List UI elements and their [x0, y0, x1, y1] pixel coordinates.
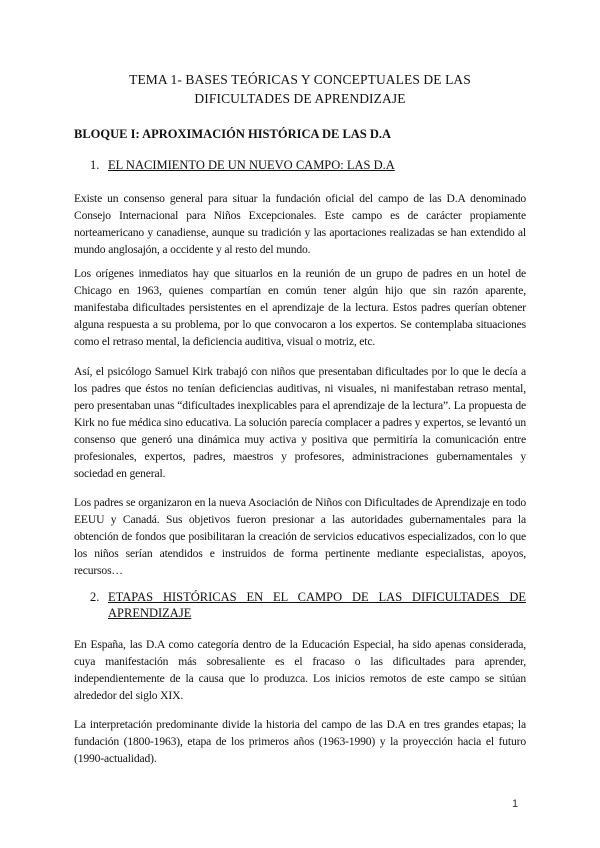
section-title: EL NACIMIENTO DE UN NUEVO CAMPO: LAS D.A [108, 158, 395, 172]
paragraph: Existe un consenso general para situar la fundación oficial del campo de las D.A denominado Consejo Internacional para Niños Excepcionales. Este campo es de carácter propiamente norteamericano y canadiense, aunque su tradición y las aportaciones realizadas se han extendido al mundo anglosajón, a occidente y al resto del mundo. [74, 192, 526, 256]
paragraph: La interpretación predominante divide la historia del campo de las D.A en tres grandes etapas; la fundación (1800-1963), etapa de los primeros años (1963-1990) y la proyección hacia el futuro (1990-actualidad). [74, 718, 526, 765]
section-heading-2 [90, 589, 530, 623]
title-line-2: DIFICULTADES DE APRENDIZAJE [194, 91, 406, 106]
block-heading: BLOQUE I: APROXIMACIÓN HISTÓRICA DE LAS D.A [74, 127, 392, 141]
paragraph: Así, el psicólogo Samuel Kirk trabajó con niños que presentaban dificultades por lo que le decía a los padres que éstos no tenían deficiencias auditivas, ni visuales, ni manifestaban retraso mental, pero presentaban unas “dificultades inexplicables para el aprendizaje de la lectura”. La propuesta de Kirk no fue médica sino educativa. La solución parecía complacer a padres y expertos, se levantó un consenso que generó una dinámica muy activa y positiva que permitiría la comunicación entre profesionales, expertos, padres, maestros y profesores, administraciones gubernamentales y sociedad en general. [74, 365, 526, 480]
title-line-1: TEMA 1- BASES TEÓRICAS Y CONCEPTUALES DE LAS [129, 72, 471, 87]
section-number: 2. [90, 590, 100, 604]
page-number: 1 [512, 798, 519, 810]
document-title [60, 70, 540, 108]
paragraph: En España, las D.A como categoría dentro de la Educación Especial, ha sido apenas considerada, cuya manifestación más sobresaliente es el fracaso o las dificultades para aprender, independientemente de la causa que lo produzca. Los inicios remotos de este campo se sitúan alrededor del siglo XIX. [74, 638, 526, 702]
paragraph: Los padres se organizaron en la nueva Asociación de Niños con Dificultades de Aprendizaje en todo EEUU y Canadá. Sus objetivos fueron presionar a las autoridades gubernamentales para la obtención de fondos que posibilitaran la creación de servicios educativos especializados, con lo que los niños serían atendidos e instruidos de forma pertinente mediante especialistas, apoyos, recursos… [74, 496, 526, 577]
paragraph: Los orígenes inmediatos hay que situarlos en la reunión de un grupo de padres en un hotel de Chicago en 1963, quienes compartían en común tener algún hijo que sin razón aparente, manifestaba dificultades persistentes en el aprendizaje de la lectura. Estos padres querían obtener alguna respuesta a su problema, por lo que convocaron a los expertos. Se contemplaba situaciones como el retraso mental, la deficiencia auditiva, visual o motriz, etc. [74, 267, 526, 348]
section-number: 1. [90, 158, 100, 172]
section-title: ETAPAS HISTÓRICAS EN EL CAMPO DE LAS DIFICULTADES DE APRENDIZAJE [108, 590, 526, 620]
